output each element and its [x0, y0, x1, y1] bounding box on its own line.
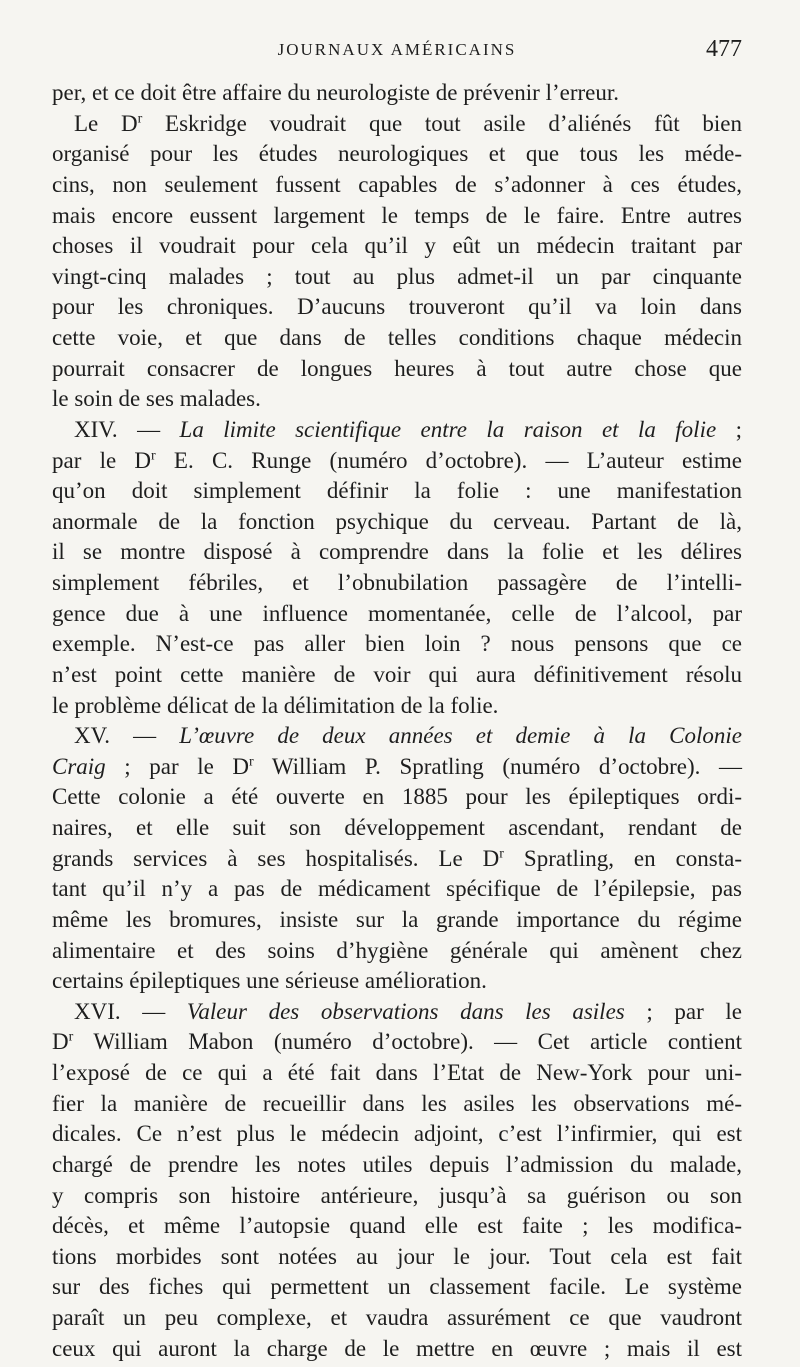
text-line: alimentaire et des soins d’hygiène générale qui amènent chez [52, 937, 742, 963]
text-line: il se montre disposé à comprendre dans la folie et les délires [52, 539, 742, 565]
text-line: l’exposé de ce qui a été fait dans l’Etat de New-York pour uni- [52, 1060, 742, 1085]
text-line: pourrait consacrer de longues heures à tout autre chose que [52, 355, 742, 381]
text-line: décès, et même l’autopsie quand elle est faite ; les modifica- [52, 1213, 742, 1239]
text-line: tions morbides sont notées au jour le jour. Tout cela est fait [52, 1243, 742, 1269]
text-line: le soin de ses malades. [52, 386, 261, 412]
text-line: dicales. Ce n’est plus le médecin adjoint, c’est l’infirmier, qui est [52, 1121, 742, 1147]
page-header [52, 36, 742, 70]
text-line: paraît un peu complexe, et vaudra assurément ce que vaudront [52, 1305, 742, 1330]
text-line: $D^r$ William Mabon (numéro d’octobre). — Cet article contient [52, 1029, 742, 1055]
text-line: per, et ce doit être affaire du neurologiste de prévenir l’erreur. [52, 80, 619, 105]
text-line: même les bromures, insiste sur la grande importance du régime [52, 906, 742, 932]
text-line: XV. — L’œuvre de deux années et demie à la Colonie [74, 723, 742, 749]
text-line: Cette colonie a été ouverte en 1885 pour les épileptiques ordi- [52, 784, 742, 810]
text-line: cins, non seulement fussent capables de s’adonner à ces études, [52, 171, 742, 197]
text-line: XVI. — Valeur des observations dans les asiles ; par le [74, 998, 742, 1024]
text-line: naires, et elle suit son développement ascendant, rendant de [52, 815, 742, 840]
text-line: tant qu’il n’y a pas de médicament spécifique de l’épilepsie, pas [52, 876, 742, 902]
text-line: Craig ; par le $D^r$ William P. Spratling (numéro d’octobre). — [52, 753, 742, 779]
text-line: XIV. — La limite scientifique entre la raison et la folie ; [74, 416, 743, 442]
text-line: Le $D^r$ Eskridge voudrait que tout asile d’aliénés fût bien [74, 110, 742, 136]
text-line: simplement fébriles, et l’obnubilation passagère de l’intelli- [52, 570, 742, 595]
text-line: anormale de la fonction psychique du cerveau. Partant de là, [52, 508, 742, 534]
text-line: qu’on doit simplement définir la folie : une manifestation [52, 478, 742, 504]
running-title: JOURNAUX AMÉRICAINS [277, 40, 517, 59]
body-text [52, 78, 742, 1364]
text-line: le problème délicat de la délimitation de la folie. [52, 692, 499, 718]
text-line: organisé pour les études neurologiques et que tous les méde- [52, 141, 742, 167]
text-line: par le $D^r$ E. C. Runge (numéro d’octobre). — L’auteur estime [52, 447, 742, 473]
text-line: pour les chroniques. D’aucuns trouveront qu’il va loin dans [52, 294, 742, 320]
text-line: grands services à ses hospitalisés. Le $D^r$ Spratling, en consta- [52, 845, 742, 871]
text-line: mais encore eussent largement le temps de le faire. Entre autres [52, 202, 742, 228]
text-line: exemple. N’est-ce pas aller bien loin ? nous pensons que ce [52, 631, 742, 657]
text-line: vingt-cinq malades ; tout au plus admet-il un par cinquante [52, 263, 742, 289]
text-line: n’est point cette manière de voir qui aura définitivement résolu [52, 661, 742, 687]
text-line: certains épileptiques une sérieuse amélioration. [52, 968, 487, 994]
page-number: 477 [706, 36, 742, 62]
text-line: chargé de prendre les notes utiles depuis l’admission du malade, [52, 1151, 742, 1177]
text-line: fier la manière de recueillir dans les asiles les observations mé- [52, 1090, 742, 1116]
text-line: choses il voudrait pour cela qu’il y eût un médecin traitant par [52, 233, 742, 259]
text-line: gence due à une influence momentanée, celle de l’alcool, par [52, 600, 742, 626]
text-line: sur des fiches qui permettent un classement facile. Le système [52, 1274, 742, 1300]
text-line: cette voie, et que dans de telles conditions chaque médecin [52, 325, 742, 350]
text-line: ceux qui auront la charge de le mettre en œuvre ; mais il est [52, 1335, 742, 1361]
text-line: y compris son histoire antérieure, jusqu’à sa guérison ou son [52, 1182, 742, 1208]
